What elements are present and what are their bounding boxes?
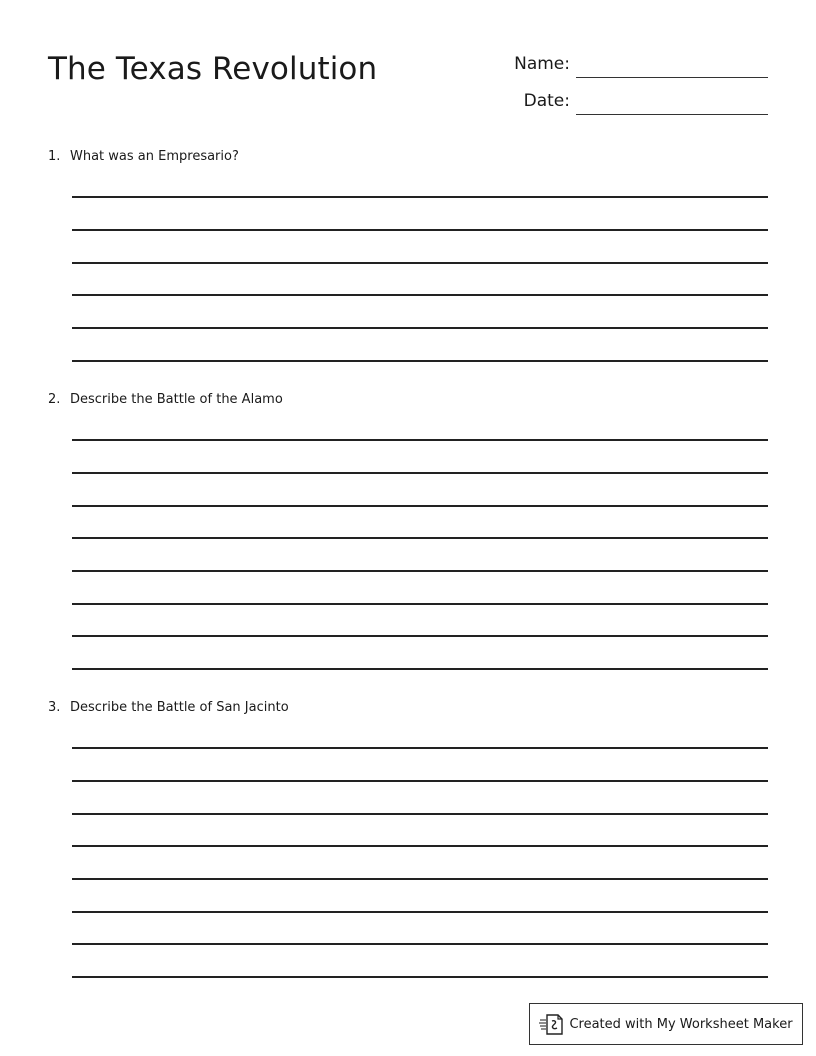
- question-2-text: Describe the Battle of the Alamo: [70, 392, 283, 407]
- answer-line: [72, 229, 768, 231]
- date-label: Date:: [523, 91, 570, 111]
- answer-line: [72, 668, 768, 670]
- answer-line: [72, 780, 768, 782]
- answer-line: [72, 262, 768, 264]
- question-1: [48, 148, 768, 166]
- worksheet-maker-logo-icon: [539, 1012, 563, 1036]
- question-3: [48, 699, 768, 717]
- date-row: [500, 89, 768, 117]
- question-3-number: 3.: [48, 700, 61, 715]
- name-label: Name:: [514, 54, 570, 74]
- date-blank-line: [576, 114, 768, 115]
- answer-line: [72, 747, 768, 749]
- answer-line: [72, 603, 768, 605]
- question-2: [48, 391, 768, 409]
- question-1-text: What was an Empresario?: [70, 149, 239, 164]
- footer-text: Created with My Worksheet Maker: [569, 1016, 793, 1032]
- footer-badge[interactable]: [529, 1003, 803, 1045]
- answer-line: [72, 570, 768, 572]
- answer-line: [72, 976, 768, 978]
- answer-line: [72, 360, 768, 362]
- name-blank-line: [576, 77, 768, 78]
- question-1-number: 1.: [48, 149, 61, 164]
- answer-line: [72, 196, 768, 198]
- question-3-prompt: [48, 699, 768, 717]
- question-1-prompt: [48, 148, 768, 166]
- answer-line: [72, 537, 768, 539]
- worksheet-title: The Texas Revolution: [48, 51, 378, 87]
- answer-line: [72, 813, 768, 815]
- answer-line: [72, 911, 768, 913]
- answer-line: [72, 845, 768, 847]
- answer-line: [72, 294, 768, 296]
- answer-line: [72, 327, 768, 329]
- answer-line: [72, 635, 768, 637]
- answer-line: [72, 505, 768, 507]
- answer-line: [72, 472, 768, 474]
- question-2-number: 2.: [48, 392, 61, 407]
- answer-line: [72, 878, 768, 880]
- question-2-prompt: [48, 391, 768, 409]
- answer-line: [72, 943, 768, 945]
- answer-line: [72, 439, 768, 441]
- name-row: [500, 52, 768, 80]
- question-3-text: Describe the Battle of San Jacinto: [70, 700, 289, 715]
